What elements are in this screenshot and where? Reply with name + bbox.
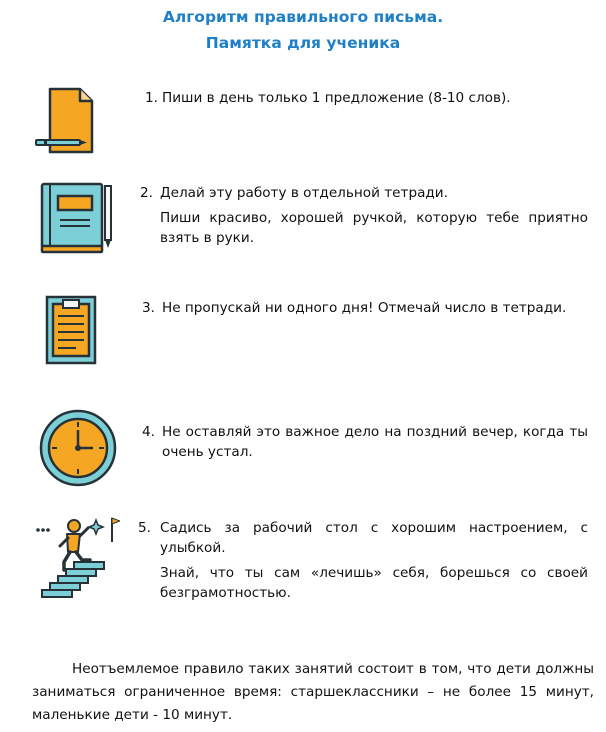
paper-pen-icon: [34, 86, 100, 156]
step-4-text: Не оставляй это важное дело на поздний вечер, когда ты очень устал.: [162, 424, 588, 460]
step-5-text: Садись за рабочий стол с хорошим настроением, с улыбкой.: [160, 520, 588, 556]
step-2-subtext: Пиши красиво, хорошей ручкой, которую тебе приятно взять в руки.: [160, 210, 588, 246]
step-3-text: Не пропускай ни одного дня! Отмечай число в тетради.: [162, 300, 567, 316]
clock-icon: [38, 408, 118, 488]
page-subtitle: Памятка для ученика: [205, 34, 401, 52]
step-number: 2.: [140, 185, 153, 201]
step-number: 1.: [145, 90, 158, 106]
footer-paragraph: Неотъемлемое правило таких занятий состоит в том, что дети должны заниматься ограниченное время: старшеклассники – не более 15 минут, маленькие дети - 10 минут.: [32, 661, 594, 723]
clipboard-document-icon: [44, 294, 98, 366]
step-5-subtext: Знай, что ты сам «лечишь» себя, борешься со своей безграмотностью.: [160, 565, 588, 601]
step-number: 4.: [142, 424, 155, 440]
step-2-text: Делай эту работу в отдельной тетради.: [160, 185, 448, 201]
notebook-pen-icon: [38, 180, 118, 254]
page-title: Алгоритм правильного письма.: [162, 8, 444, 26]
climbing-stairs-icon: [34, 512, 120, 602]
step-number: 3.: [142, 300, 155, 316]
step-1-text: Пиши в день только 1 предложение (8-10 слов).: [162, 90, 511, 106]
step-number: 5.: [138, 520, 151, 536]
